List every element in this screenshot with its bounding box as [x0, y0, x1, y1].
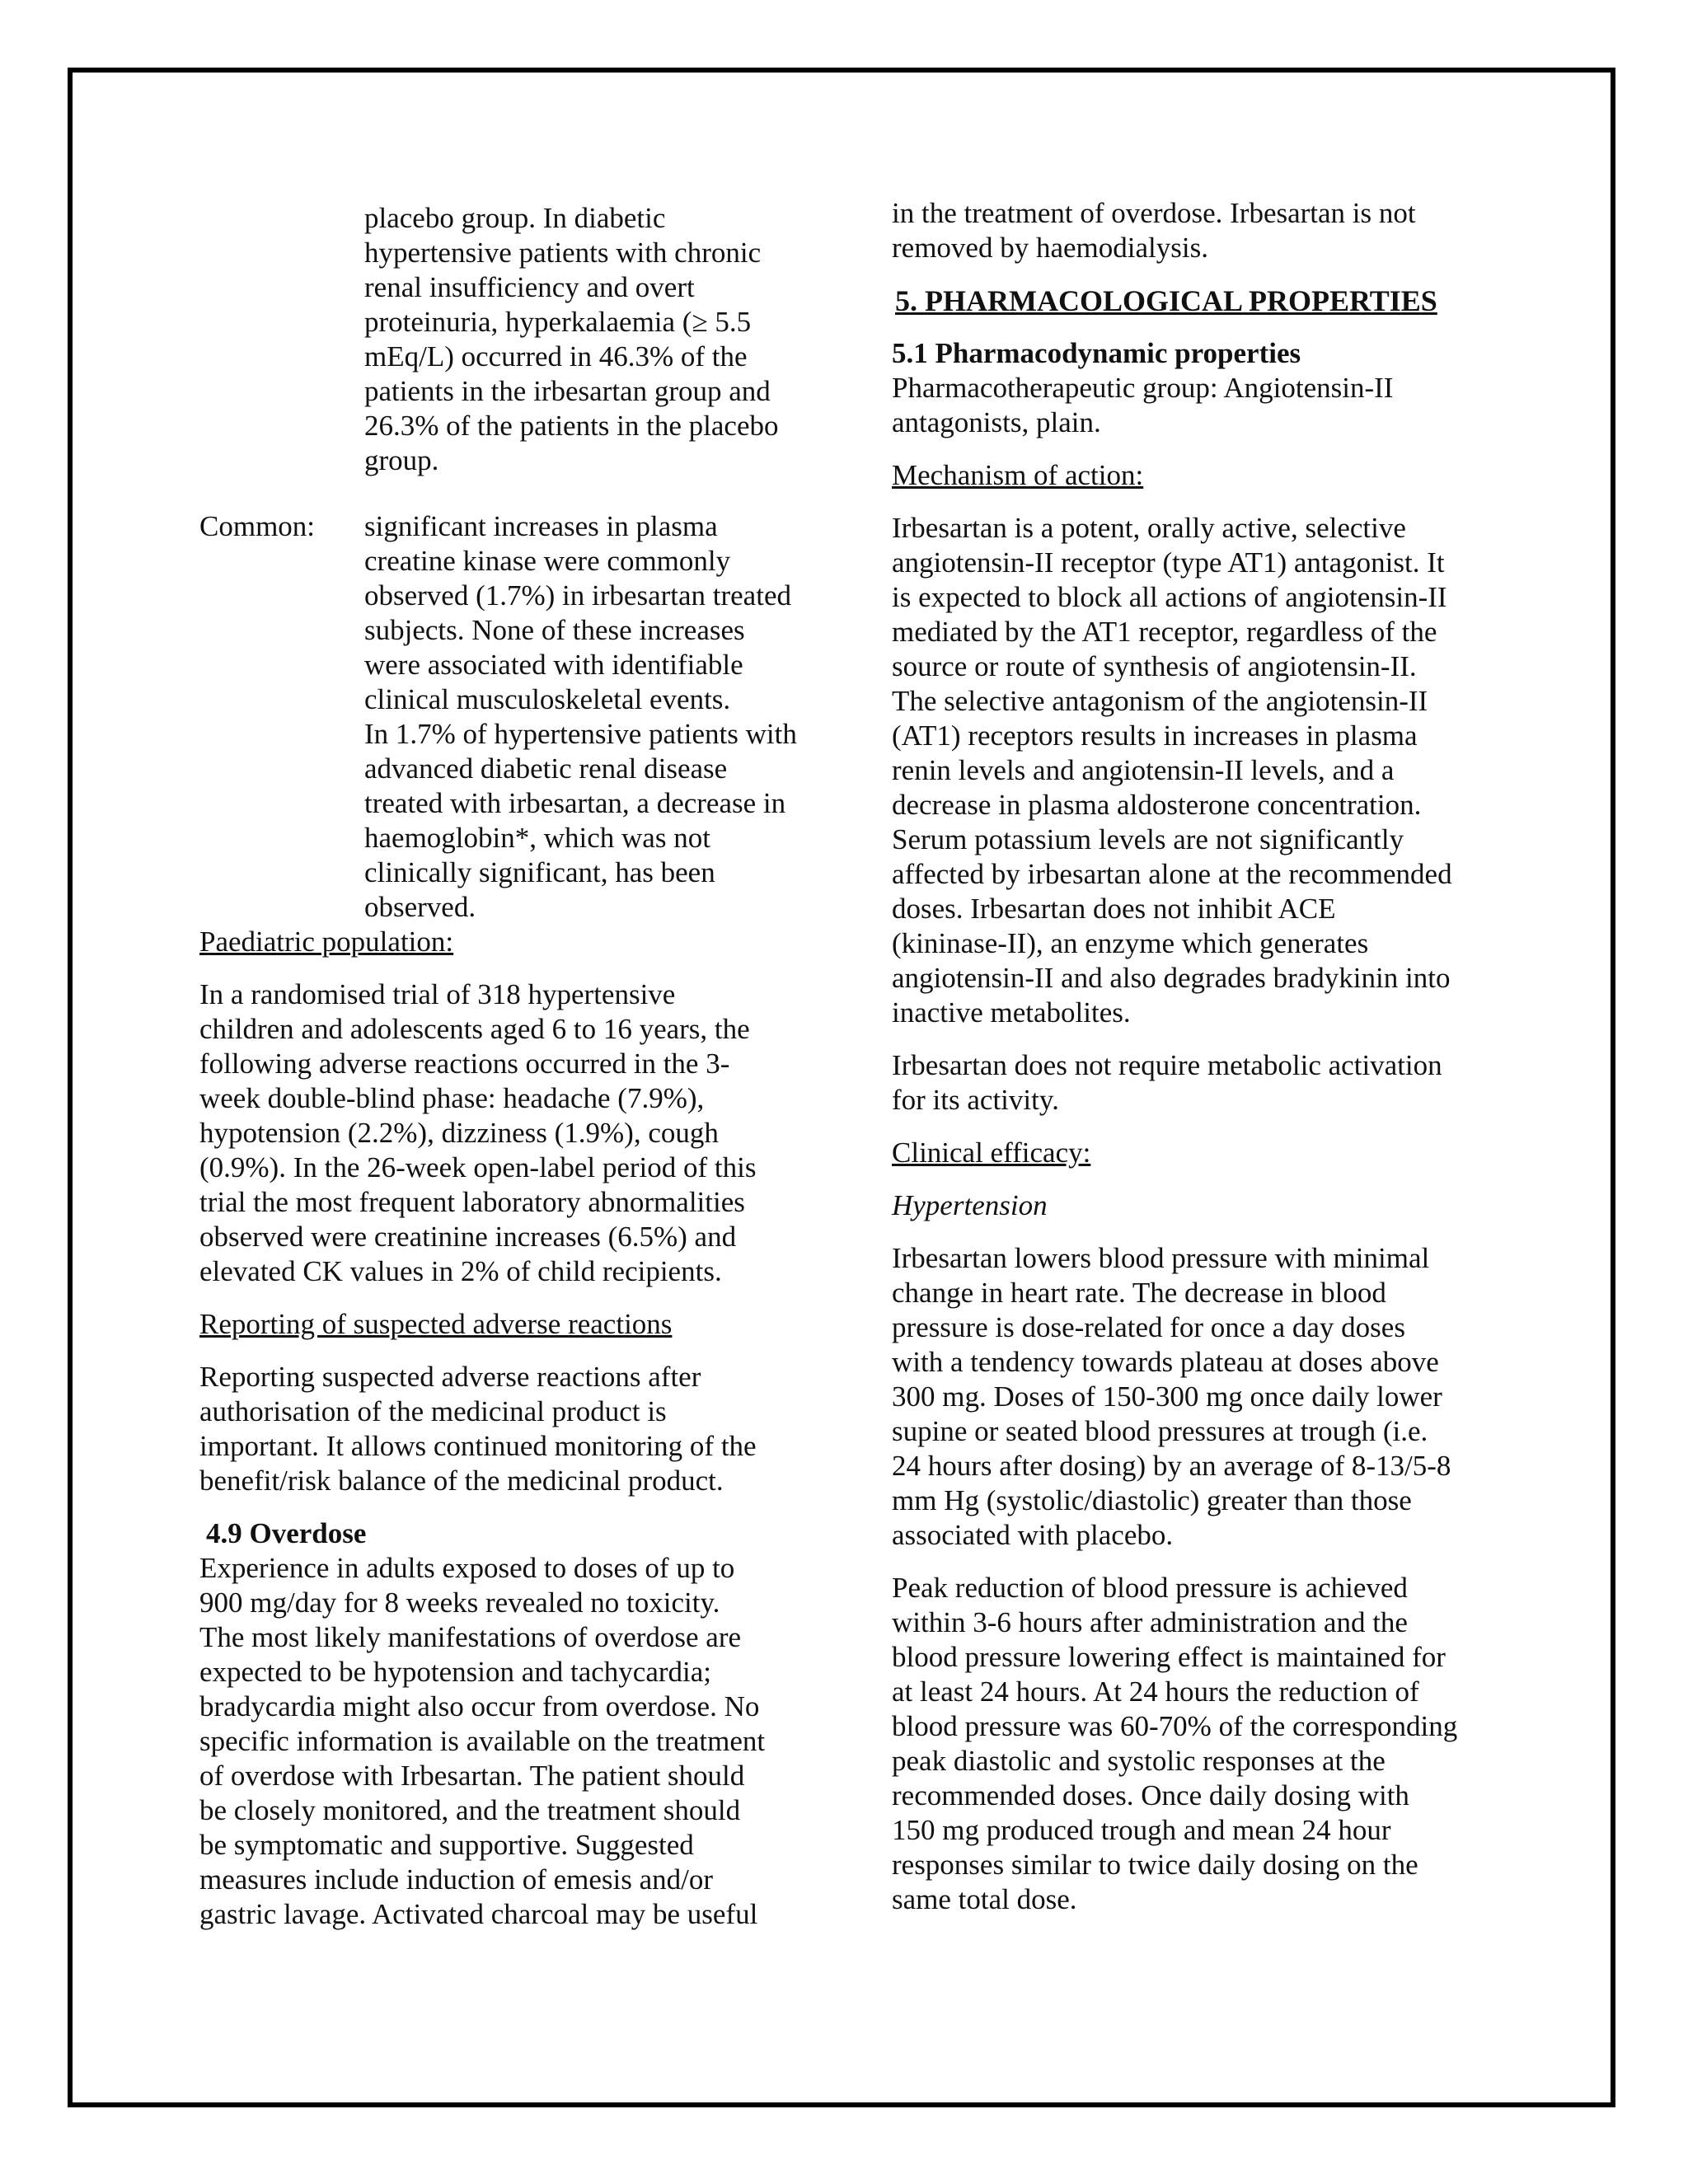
- text-line: In 1.7% of hypertensive patients with: [364, 718, 797, 750]
- text-line: change in heart rate. The decrease in blood: [892, 1277, 1386, 1309]
- text-line: treated with irbesartan, a decrease in: [364, 787, 786, 819]
- text-line: children and adolescents aged 6 to 16 years, the: [199, 1013, 750, 1045]
- text-line: Serum potassium levels are not significantly: [892, 823, 1404, 855]
- text-line: be symptomatic and supportive. Suggested: [199, 1829, 694, 1861]
- text-line: (AT1) receptors results in increases in plasma: [892, 719, 1418, 752]
- text-line: same total dose.: [892, 1883, 1077, 1915]
- text-line: trial the most frequent laboratory abnormalities: [199, 1186, 745, 1218]
- reporting-heading: Reporting of suspected adverse reactions: [199, 1308, 673, 1340]
- text-line: significant increases in plasma: [364, 510, 718, 542]
- text-line: mm Hg (systolic/diastolic) greater than those: [892, 1484, 1412, 1516]
- text-line: removed by haemodialysis.: [892, 232, 1208, 264]
- text-line: Experience in adults exposed to doses of up to: [199, 1552, 735, 1584]
- text-line: supine or seated blood pressures at trough (i.e.: [892, 1415, 1428, 1447]
- common-entry: [199, 509, 842, 925]
- text-line: renal insufficiency and overt: [364, 271, 695, 303]
- text-line: observed.: [364, 891, 476, 923]
- activation-paragraph: [892, 1048, 1502, 1118]
- right-column: [892, 196, 1502, 1917]
- text-line: measures include induction of emesis and/or: [199, 1863, 714, 1896]
- text-line: specific information is available on the treatment: [199, 1725, 766, 1757]
- text-line: observed were creatinine increases (6.5%) and: [199, 1221, 737, 1253]
- text-line: 150 mg produced trough and mean 24 hour: [892, 1814, 1391, 1846]
- text-line: doses. Irbesartan does not inhibit ACE: [892, 893, 1336, 925]
- text-line: following adverse reactions occurred in the 3-: [199, 1047, 730, 1080]
- text-line: important. It allows continued monitoring of the: [199, 1430, 757, 1462]
- text-line: group.: [364, 444, 439, 476]
- text-line: gastric lavage. Activated charcoal may be useful: [199, 1898, 758, 1930]
- text-line: expected to be hypotension and tachycardia;: [199, 1656, 712, 1688]
- pharmacodynamic-heading: 5.1 Pharmacodynamic properties: [892, 337, 1301, 369]
- text-line: blood pressure lowering effect is maintained for: [892, 1641, 1446, 1673]
- mechanism-paragraph: [892, 511, 1502, 1030]
- text-line: hypotension (2.2%), dizziness (1.9%), cough: [199, 1117, 719, 1149]
- text-line: subjects. None of these increases: [364, 614, 745, 646]
- text-line: within 3-6 hours after administration and the: [892, 1606, 1408, 1638]
- text-line: clinical musculoskeletal events.: [364, 683, 731, 715]
- text-line: for its activity.: [892, 1084, 1059, 1116]
- text-line: clinically significant, has been: [364, 856, 715, 888]
- text-line: affected by irbesartan alone at the recommended: [892, 858, 1452, 890]
- text-line: haemoglobin*, which was not: [364, 822, 710, 854]
- text-line: authorisation of the medicinal product is: [199, 1395, 667, 1427]
- text-line: be closely monitored, and the treatment should: [199, 1794, 741, 1826]
- overdose-heading: 4.9 Overdose: [206, 1517, 367, 1549]
- text-line: advanced diabetic renal disease: [364, 752, 728, 785]
- text-line: Peak reduction of blood pressure is achieved: [892, 1572, 1408, 1604]
- text-line: Pharmacotherapeutic group: Angiotensin-II: [892, 372, 1394, 404]
- text-line: elevated CK values in 2% of child recipients.: [199, 1255, 722, 1287]
- text-line: inactive metabolites.: [892, 996, 1131, 1029]
- text-line: source or route of synthesis of angiotensin-II.: [892, 650, 1417, 682]
- text-line: mediated by the AT1 receptor, regardless of the: [892, 616, 1437, 648]
- clinical-efficacy-heading: Clinical efficacy:: [892, 1137, 1091, 1169]
- text-line: hypertensive patients with chronic: [364, 237, 762, 269]
- text-line: The selective antagonism of the angiotensin-II: [892, 685, 1428, 717]
- text-line: placebo group. In diabetic: [364, 202, 666, 234]
- text-line: in the treatment of overdose. Irbesartan is not: [892, 197, 1416, 229]
- text-line: Irbesartan is a potent, orally active, selective: [892, 512, 1406, 544]
- text-line: The most likely manifestations of overdose are: [199, 1621, 742, 1653]
- text-line: week double-blind phase: headache (7.9%),: [199, 1082, 705, 1114]
- text-line: patients in the irbesartan group and: [364, 375, 771, 407]
- reporting-paragraph: [199, 1360, 842, 1498]
- text-line: associated with placebo.: [892, 1519, 1174, 1551]
- text-line: peak diastolic and systolic responses at the: [892, 1745, 1386, 1777]
- text-line: Irbesartan lowers blood pressure with minimal: [892, 1242, 1430, 1274]
- text-line: 300 mg. Doses of 150-300 mg once daily lower: [892, 1380, 1442, 1413]
- text-line: 26.3% of the patients in the placebo: [364, 410, 779, 442]
- hypertension-paragraph-1: [892, 1241, 1502, 1553]
- text-line: with a tendency towards plateau at doses above: [892, 1346, 1439, 1378]
- hypertension-heading: Hypertension: [892, 1189, 1048, 1221]
- text-line: decrease in plasma aldosterone concentration.: [892, 789, 1422, 821]
- text-line: Reporting suspected adverse reactions after: [199, 1361, 701, 1393]
- text-line: creatine kinase were commonly: [364, 545, 731, 577]
- overdose-continuation: [892, 196, 1502, 265]
- text-line: renin levels and angiotensin-II levels, and a: [892, 754, 1395, 786]
- text-line: (0.9%). In the 26-week open-label period of this: [199, 1151, 757, 1183]
- text-line: at least 24 hours. At 24 hours the reduction of: [892, 1675, 1419, 1708]
- text-line: pressure is dose-related for once a day doses: [892, 1311, 1405, 1343]
- common-description: [364, 509, 797, 925]
- text-line: Irbesartan does not require metabolic activation: [892, 1049, 1442, 1081]
- text-line: of overdose with Irbesartan. The patient should: [199, 1760, 745, 1792]
- left-column: [199, 201, 842, 1932]
- text-line: observed (1.7%) in irbesartan treated: [364, 579, 791, 612]
- text-line: bradycardia might also occur from overdose. No: [199, 1690, 760, 1722]
- paediatric-heading: Paediatric population:: [199, 926, 454, 958]
- paediatric-paragraph: [199, 977, 842, 1289]
- text-line: 900 mg/day for 8 weeks revealed no toxicity.: [199, 1586, 720, 1619]
- text-line: angiotensin-II and also degrades bradykinin into: [892, 962, 1451, 994]
- text-line: were associated with identifiable: [364, 649, 743, 681]
- common-term: Common:: [199, 510, 316, 542]
- text-line: antagonists, plain.: [892, 406, 1101, 438]
- hypertension-paragraph-2: [892, 1571, 1502, 1917]
- pharmacotherapeutic-group: [892, 371, 1502, 440]
- text-line: is expected to block all actions of angiotensin-II: [892, 581, 1447, 613]
- hyperkalaemia-paragraph: [199, 201, 842, 478]
- mechanism-heading: Mechanism of action:: [892, 459, 1144, 491]
- text-line: benefit/risk balance of the medicinal product.: [199, 1465, 724, 1497]
- text-line: proteinuria, hyperkalaemia (≥ 5.5: [364, 306, 752, 338]
- text-line: 24 hours after dosing) by an average of 8-13/5-8: [892, 1450, 1451, 1482]
- section5-heading: 5. PHARMACOLOGICAL PROPERTIES: [895, 284, 1437, 317]
- text-line: angiotensin-II receptor (type AT1) antagonist. It: [892, 546, 1445, 579]
- text-line: mEq/L) occurred in 46.3% of the: [364, 340, 748, 373]
- text-line: In a randomised trial of 318 hypertensive: [199, 978, 676, 1010]
- text-line: responses similar to twice daily dosing on the: [892, 1849, 1418, 1881]
- overdose-paragraph: [199, 1551, 842, 1932]
- text-line: blood pressure was 60-70% of the corresponding: [892, 1710, 1458, 1742]
- text-line: recommended doses. Once daily dosing with: [892, 1779, 1409, 1811]
- text-line: (kininase-II), an enzyme which generates: [892, 927, 1369, 959]
